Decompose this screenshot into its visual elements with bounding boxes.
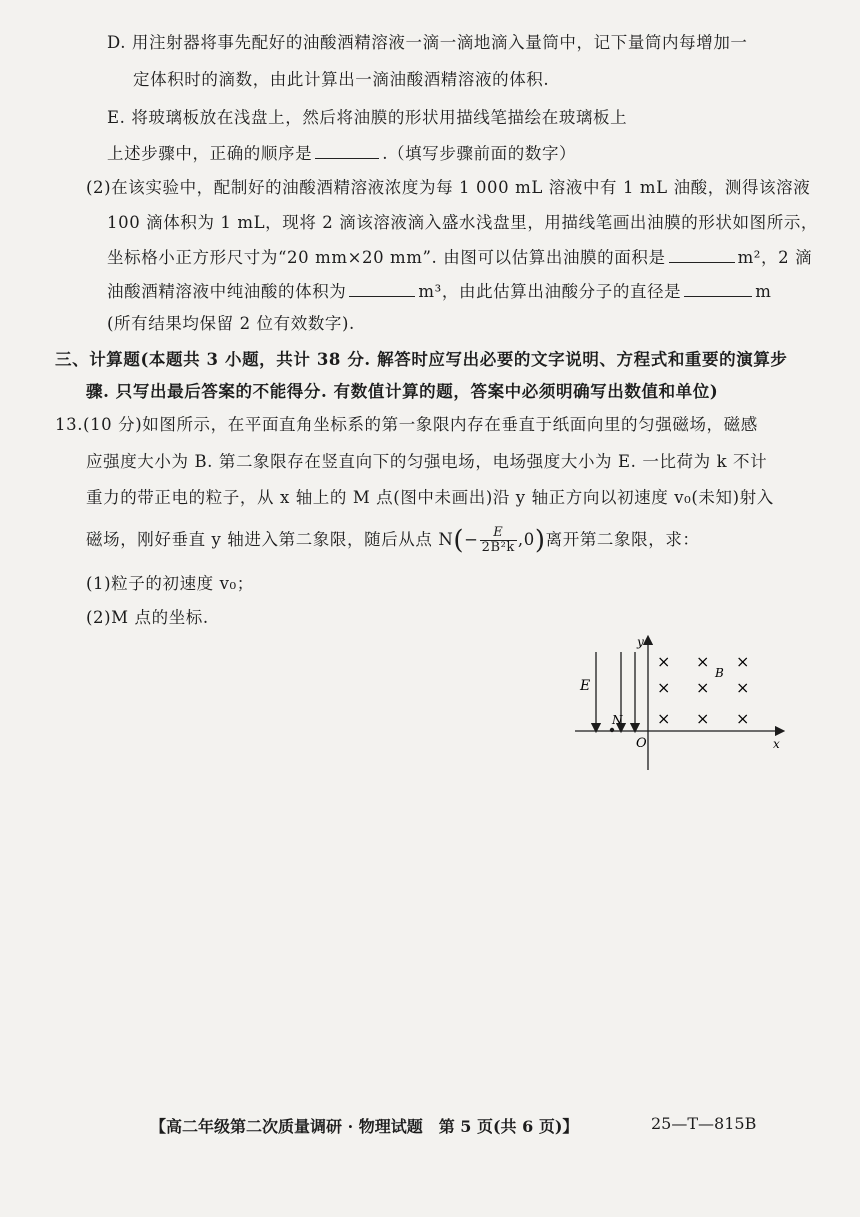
order-answer-blank[interactable] bbox=[315, 142, 379, 159]
q13-line2: 应强度大小为 B. 第二象限存在竖直向下的匀强电场，电场强度大小为 E. 一比荷为 k 不计 bbox=[86, 452, 768, 471]
diameter-answer-blank[interactable] bbox=[684, 280, 752, 297]
cross-mark: × bbox=[736, 678, 750, 697]
part2-line1: (2)在该实验中，配制好的油酸酒精溶液浓度为每 1 000 mL 溶液中有 1 mL 油酸，测得该溶液 bbox=[86, 178, 811, 197]
label-n: N bbox=[612, 713, 623, 727]
frac-denominator: 2B²k bbox=[481, 540, 515, 555]
volume-answer-blank[interactable] bbox=[349, 280, 415, 297]
cross-mark: × bbox=[657, 678, 671, 697]
q13-line4-suffix: 离开第二象限，求： bbox=[545, 530, 700, 549]
area-prefix: 坐标格小正方形尺寸为“20 mm×20 mm”. 由图可以估算出油膜的面积是 bbox=[107, 248, 666, 267]
part2-line4 bbox=[107, 280, 772, 303]
magnetic-field-crosses bbox=[657, 652, 749, 728]
label-o: O bbox=[636, 736, 647, 751]
area-suffix: m²，2 滴 bbox=[737, 248, 813, 267]
step-e-line1: E. 将玻璃板放在浅盘上，然后将油膜的形状用描线笔描绘在玻璃板上 bbox=[107, 108, 628, 127]
label-x: x bbox=[773, 737, 780, 751]
part2-line2: 100 滴体积为 1 mL，现将 2 滴该溶液滴入盛水浅盘里，用描线笔画出油膜的形状如图所示， bbox=[107, 213, 819, 232]
area-answer-blank[interactable] bbox=[669, 246, 735, 263]
cross-mark: × bbox=[696, 709, 710, 728]
volume-mid: m³，由此估算出油酸分子的直径是 bbox=[418, 282, 682, 301]
volume-prefix: 油酸酒精溶液中纯油酸的体积为 bbox=[107, 282, 347, 301]
cross-mark: × bbox=[657, 709, 671, 728]
q13-line3: 重力的带正电的粒子，从 x 轴上的 M 点(图中未画出)沿 y 轴正方向以初速度 v₀(未知)射入 bbox=[86, 488, 774, 507]
q13-sub1: (1)粒子的初速度 v₀； bbox=[86, 574, 254, 593]
step-d-line2: 定体积时的滴数，由此计算出一滴油酸酒精溶液的体积. bbox=[133, 70, 550, 89]
label-y: y bbox=[637, 635, 644, 649]
q13-line1: 13.(10 分)如图所示，在平面直角坐标系的第一象限内存在垂直于纸面向里的匀强磁场，磁感 bbox=[55, 415, 758, 434]
cross-mark: × bbox=[696, 652, 710, 671]
order-prefix: 上述步骤中，正确的顺序是 bbox=[107, 144, 313, 163]
point-n bbox=[610, 728, 614, 732]
label-e: E bbox=[580, 678, 591, 694]
order-suffix: .（填写步骤前面的数字） bbox=[382, 144, 577, 163]
part2-line3 bbox=[107, 246, 812, 269]
diameter-suffix: m bbox=[755, 282, 772, 301]
order-question bbox=[107, 142, 576, 165]
section3-heading-line1: 三、计算题(本题共 3 小题，共计 38 分. 解答时应写出必要的文字说明、方程式和重要的演算步 bbox=[55, 350, 788, 369]
cross-mark: × bbox=[696, 678, 710, 697]
cross-mark: × bbox=[736, 709, 750, 728]
label-b: B bbox=[715, 666, 724, 680]
n-coordinate-fraction bbox=[480, 526, 517, 555]
step-d-line1: D. 用注射器将事先配好的油酸酒精溶液一滴一滴地滴入量筒中，记下量筒内每增加一 bbox=[107, 33, 748, 52]
cross-mark: × bbox=[657, 652, 671, 671]
exam-code: 25—T—815B bbox=[651, 1114, 757, 1133]
q13-line4: 磁场，刚好垂直 y 轴进入第二象限，随后从点 N(− $\frac{E}{\text{2B²k}}$ ,0)离开第二象限，求： bbox=[86, 525, 700, 556]
footer-title: 【高二年级第二次质量调研 · 物理试题 第 5 页(共 6 页)】 bbox=[150, 1117, 579, 1136]
frac-numerator: E bbox=[480, 526, 517, 541]
q13-line4-prefix: 磁场，刚好垂直 y 轴进入第二象限，随后从点 N bbox=[86, 530, 454, 549]
section3-heading-line2: 骤. 只写出最后答案的不能得分. 有数值计算的题，答案中必须明确写出数值和单位) bbox=[86, 382, 719, 401]
q13-sub2: (2)M 点的坐标. bbox=[86, 608, 209, 627]
field-diagram bbox=[575, 630, 790, 780]
cross-mark: × bbox=[736, 652, 750, 671]
part2-line5: (所有结果均保留 2 位有效数字). bbox=[107, 314, 355, 333]
